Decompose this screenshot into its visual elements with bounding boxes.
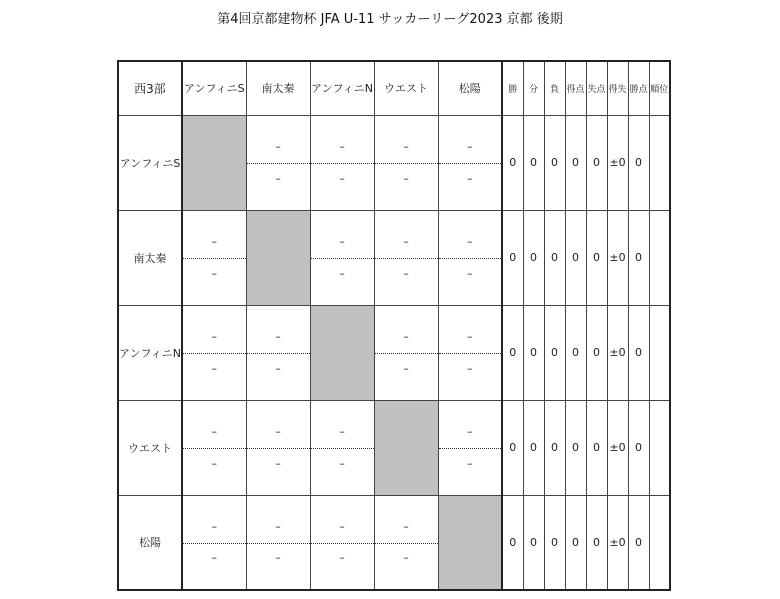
stat-goal-diff: ±0 [607, 400, 628, 495]
match-cell [438, 400, 502, 495]
stat-wins: 0 [502, 400, 523, 495]
col-header-team: 南太秦 [246, 61, 310, 115]
match-cell [438, 210, 502, 305]
col-header-team: アンフィニN [310, 61, 374, 115]
stat-goals-against: 0 [586, 400, 607, 495]
row-header-team: ウエスト [118, 400, 182, 495]
stat-wins: 0 [502, 210, 523, 305]
match-result-top: – [439, 211, 502, 259]
stat-goals-against: 0 [586, 115, 607, 210]
col-header-losses: 負 [544, 61, 565, 115]
match-result-bottom: – [275, 551, 281, 564]
self-match-cell [374, 400, 438, 495]
group-label: 西3部 [118, 61, 182, 115]
match-result-top: – [439, 401, 502, 449]
stat-points: 0 [628, 305, 649, 400]
stat-rank [649, 495, 670, 590]
match-cell [374, 305, 438, 400]
match-cell [438, 115, 502, 210]
col-header-goals-for: 得点 [565, 61, 586, 115]
self-match-cell [182, 115, 246, 210]
stat-rank [649, 115, 670, 210]
match-cell [182, 305, 246, 400]
match-result-top: – [311, 496, 374, 544]
match-result-bottom: – [339, 456, 345, 470]
row-header-team: アンフィニN [118, 305, 182, 400]
stat-goal-diff: ±0 [607, 115, 628, 210]
match-result-bottom: – [467, 171, 473, 185]
match-result-top: – [247, 401, 310, 449]
row-header-team: アンフィニS [118, 115, 182, 210]
col-header-team: アンフィニS [182, 61, 246, 115]
match-cell [182, 210, 246, 305]
match-result-top: – [375, 116, 438, 164]
col-header-team: 松陽 [438, 61, 502, 115]
stat-goals-for: 0 [565, 115, 586, 210]
match-cell [310, 400, 374, 495]
stat-points: 0 [628, 210, 649, 305]
match-result-top: – [183, 496, 246, 544]
stat-points: 0 [628, 495, 649, 590]
stat-draws: 0 [523, 400, 544, 495]
match-result-bottom: – [275, 456, 281, 470]
col-header-points: 勝点 [628, 61, 649, 115]
stat-rank [649, 210, 670, 305]
stat-goals-for: 0 [565, 210, 586, 305]
self-match-cell [310, 305, 374, 400]
stat-draws: 0 [523, 115, 544, 210]
match-cell [310, 115, 374, 210]
match-result-top: – [311, 116, 374, 164]
stat-goal-diff: ±0 [607, 495, 628, 590]
stat-goals-against: 0 [586, 495, 607, 590]
table-row [118, 210, 670, 305]
match-result-bottom: – [467, 456, 473, 470]
stat-goals-for: 0 [565, 495, 586, 590]
match-result-bottom: – [275, 171, 281, 185]
match-result-bottom: – [211, 551, 217, 564]
stat-goals-against: 0 [586, 305, 607, 400]
match-result-bottom: – [467, 361, 473, 375]
match-result-bottom: – [403, 361, 409, 375]
match-result-bottom: – [211, 456, 217, 470]
match-cell [182, 400, 246, 495]
match-result-bottom: – [211, 361, 217, 375]
col-header-goal-diff: 得失 [607, 61, 628, 115]
match-cell [182, 495, 246, 590]
match-result-top: – [247, 496, 310, 544]
page-title: 第4回京都建物杯 JFA U-11 サッカーリーグ2023 京都 後期 [217, 12, 563, 27]
table-row [118, 400, 670, 495]
match-result-top: – [439, 306, 502, 354]
stat-draws: 0 [523, 495, 544, 590]
match-result-bottom: – [211, 266, 217, 280]
col-header-goals-against: 失点 [586, 61, 607, 115]
col-header-draws: 分 [523, 61, 544, 115]
stat-points: 0 [628, 115, 649, 210]
self-match-cell [246, 210, 310, 305]
stat-wins: 0 [502, 115, 523, 210]
league-table [117, 60, 671, 591]
stat-losses: 0 [544, 400, 565, 495]
stat-goals-for: 0 [565, 305, 586, 400]
match-result-bottom: – [403, 171, 409, 185]
stat-wins: 0 [502, 495, 523, 590]
match-result-top: – [183, 306, 246, 354]
match-cell [246, 495, 310, 590]
match-cell [246, 305, 310, 400]
stat-draws: 0 [523, 210, 544, 305]
match-result-top: – [311, 401, 374, 449]
stat-goal-diff: ±0 [607, 305, 628, 400]
league-table-body [118, 115, 670, 590]
match-result-bottom: – [339, 266, 345, 280]
table-row [118, 495, 670, 590]
match-result-top: – [375, 306, 438, 354]
match-result-bottom: – [339, 171, 345, 185]
match-cell [246, 115, 310, 210]
stat-wins: 0 [502, 305, 523, 400]
match-result-bottom: – [403, 266, 409, 280]
match-cell [246, 400, 310, 495]
match-result-top: – [183, 401, 246, 449]
match-cell [438, 305, 502, 400]
row-header-team: 南太秦 [118, 210, 182, 305]
self-match-cell [438, 495, 502, 590]
stat-draws: 0 [523, 305, 544, 400]
table-row [118, 305, 670, 400]
stat-losses: 0 [544, 210, 565, 305]
match-result-bottom: – [275, 361, 281, 375]
match-result-top: – [375, 496, 438, 544]
stat-points: 0 [628, 400, 649, 495]
match-result-top: – [439, 116, 502, 164]
col-header-team: ウエスト [374, 61, 438, 115]
stat-losses: 0 [544, 495, 565, 590]
match-result-bottom: – [403, 551, 409, 564]
col-header-rank: 順位 [649, 61, 670, 115]
match-result-top: – [375, 211, 438, 259]
stat-losses: 0 [544, 115, 565, 210]
match-cell [374, 495, 438, 590]
match-cell [374, 210, 438, 305]
stat-rank [649, 400, 670, 495]
stat-goals-for: 0 [565, 400, 586, 495]
match-result-bottom: – [467, 266, 473, 280]
stat-rank [649, 305, 670, 400]
col-header-wins: 勝 [502, 61, 523, 115]
match-result-top: – [311, 211, 374, 259]
stat-losses: 0 [544, 305, 565, 400]
match-result-top: – [183, 211, 246, 259]
match-result-bottom: – [339, 551, 345, 564]
match-cell [374, 115, 438, 210]
match-result-top: – [247, 306, 310, 354]
match-cell [310, 495, 374, 590]
match-cell [310, 210, 374, 305]
stat-goals-against: 0 [586, 210, 607, 305]
match-result-top: – [247, 116, 310, 164]
row-header-team: 松陽 [118, 495, 182, 590]
table-row [118, 115, 670, 210]
stat-goal-diff: ±0 [607, 210, 628, 305]
